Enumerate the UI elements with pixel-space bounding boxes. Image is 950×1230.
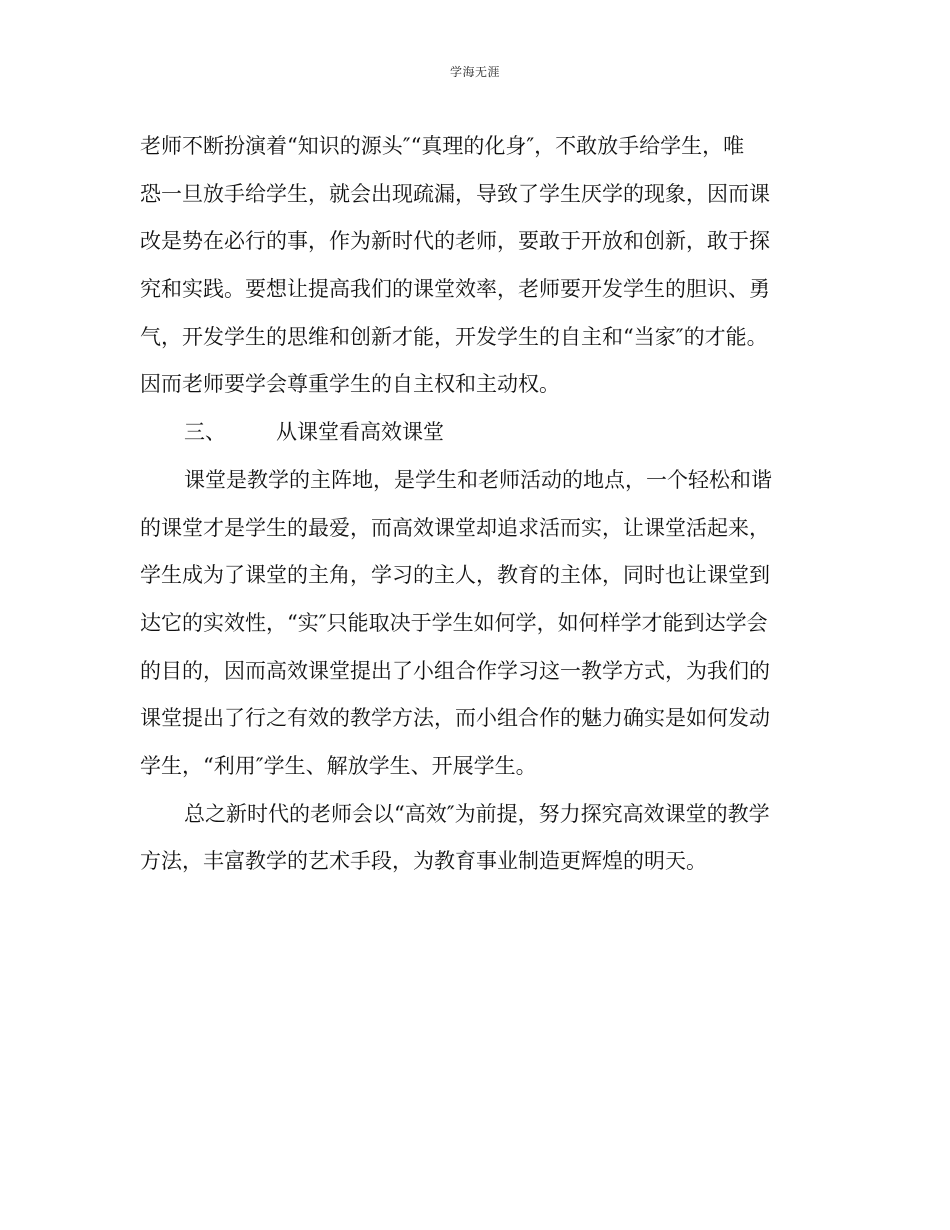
text-line: 的课堂才是学生的最爱，而高效课堂却追求活而实，让课堂活起来，: [140, 515, 770, 540]
page-header: 学海无涯: [449, 65, 500, 79]
text-line: 恐一旦放手给学生，就会出现疏漏，导致了学生厌学的现象，因而课: [140, 181, 770, 206]
text-line: 总之新时代的老师会以“高效″为前提，努力探究高效课堂的教学: [184, 801, 770, 826]
document-body: [140, 123, 803, 886]
text-line: 学生，“利用″学生、解放学生、开展学生。: [140, 753, 537, 778]
text-line: 课堂提出了行之有效的教学方法，而小组合作的魅力确实是如何发动: [140, 706, 770, 731]
text-line: 课堂是教学的主阵地，是学生和老师活动的地点，一个轻松和谐: [184, 467, 772, 492]
text-line: 方法，丰富教学的艺术手段，为教育事业制造更辉煌的明天。: [140, 849, 707, 874]
text-line: 究和实践。要想让提高我们的课堂效率，老师要开发学生的胆识、勇: [140, 277, 770, 302]
paragraph-3: [140, 791, 803, 886]
paragraph-1: [140, 123, 803, 409]
text-line: 老师不断扮演着“知识的源头″“真理的化身″，不敢放手给学生，唯: [140, 134, 745, 158]
section-heading: [140, 409, 803, 457]
paragraph-2: [140, 457, 803, 791]
section-title: 从课堂看高效课堂: [276, 420, 444, 445]
text-line: 因而老师要学会尊重学生的自主权和主动权。: [140, 372, 560, 397]
text-line: 气，开发学生的思维和创新才能，开发学生的自主和“当家″的才能。: [140, 324, 768, 349]
text-line: 改是势在必行的事，作为新时代的老师，要敢于开放和创新，敢于探: [140, 229, 770, 254]
text-line: 达它的实效性，“实″只能取决于学生如何学，如何样学才能到达学会: [140, 610, 768, 635]
text-line: 学生成为了课堂的主角，学习的主人，教育的主体，同时也让课堂到: [140, 563, 770, 588]
section-number: 三、: [184, 420, 226, 445]
text-line: 的目的，因而高效课堂提出了小组合作学习这一教学方式，为我们的: [140, 658, 770, 683]
